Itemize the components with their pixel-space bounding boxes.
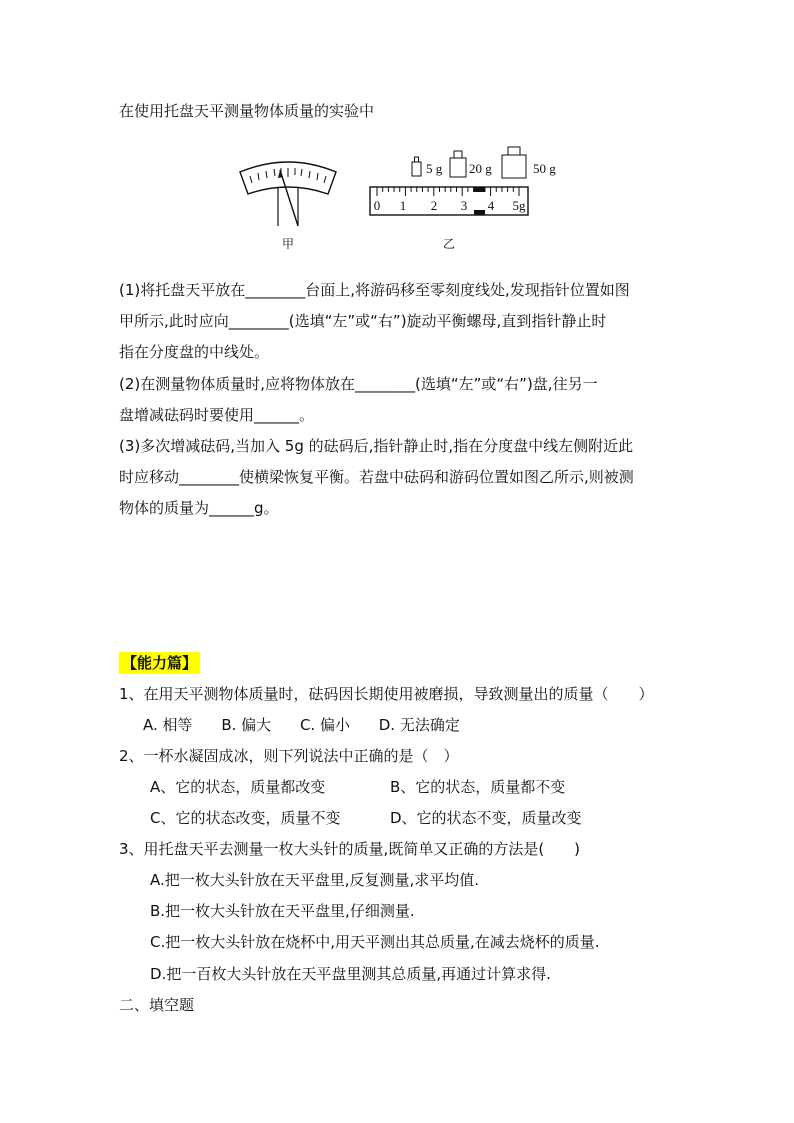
question-part1-line2: 甲所示,此时应向________(选填“左”或“右”)旋动平衡螺母,直到指针静止时 [119,312,607,330]
weight-20g-icon [450,151,466,177]
question-part3-line3: 物体的质量为______g。 [119,499,279,517]
question-part1-line3: 指在分度盘的中线处。 [119,343,270,361]
q3-stem: 3、用托盘天平去测量一枚大头针的质量,既简单又正确的方法是( ) [119,840,581,858]
tick-3: 3 [460,198,468,213]
question-part2-line1: (2)在测量物体质量时,应将物体放在________(选填“左”或“右”)盘,往另一 [119,375,598,393]
q1-option-c: C. 偏小 [299,716,350,734]
q2-option-c: C、它的状态改变，质量不变 [150,809,341,827]
tick-5g: 5g [512,198,526,213]
dial-jia [240,162,336,226]
figure-svg [236,142,566,254]
q3-option-c: C.把一枚大头针放在烧杯中,用天平测出其总质量,在减去烧杯的质量. [150,933,600,951]
q3-option-a: A.把一枚大头针放在天平盘里,反复测量,求平均值. [150,871,480,889]
q1-option-d: D. 无法确定 [378,716,460,734]
q1-options [143,715,484,735]
q1-stem: 1、在用天平测物体质量时，砝码因长期使用被磨损，导致测量出的质量（ ） [119,685,654,703]
q2-stem: 2、一杯水凝固成冰，则下列说法中正确的是（ ） [119,747,459,765]
tick-4: 4 [487,198,495,213]
q2-option-b: B、它的状态，质量都不变 [390,778,566,796]
rider-bottom [474,210,485,215]
weight-5g-icon [412,157,421,176]
label-jia: 甲 [281,237,295,251]
q3-option-d: D.把一百枚大头针放在天平盘里测其总质量,再通过计算求得. [150,965,551,983]
weight-5g-label: 5 g [426,161,443,176]
intro-text: 在使用托盘天平测量物体质量的实验中 [119,102,375,120]
q3-option-b: B.把一枚大头针放在天平盘里,仔细测量. [150,902,415,920]
q2-option-a: A、它的状态，质量都改变 [150,778,326,796]
section-title-ability: 【能力篇】 [119,652,200,674]
rider-top [474,187,485,192]
question-part3-line1: (3)多次增减砝码,当加入 5g 的砝码后,指针静止时,指在分度盘中线左侧附近此 [119,437,634,455]
balance-figure [236,142,566,254]
tick-1: 1 [399,198,407,213]
q1-option-b: B. 偏大 [221,716,272,734]
weight-50g-icon [502,147,526,178]
question-part2-line2: 盘增减砝码时要使用______。 [119,406,315,424]
q1-option-a: A. 相等 [143,716,193,734]
weight-50g-label: 50 g [533,161,556,176]
question-part3-line2: 时应移动________使横梁恢复平衡。若盘中砝码和游码位置如图乙所示,则被测 [119,468,634,486]
tick-0: 0 [373,198,381,213]
tick-2: 2 [430,198,438,213]
question-part1-line1: (1)将托盘天平放在________台面上,将游码移至零刻度线处,发现指针位置如图 [119,281,630,299]
section-title-fill-blank: 二、填空题 [119,996,195,1014]
label-yi: 乙 [442,237,456,251]
weight-20g-label: 20 g [469,161,492,176]
beam-scale [370,187,528,215]
q2-option-d: D、它的状态不变，质量改变 [390,809,582,827]
